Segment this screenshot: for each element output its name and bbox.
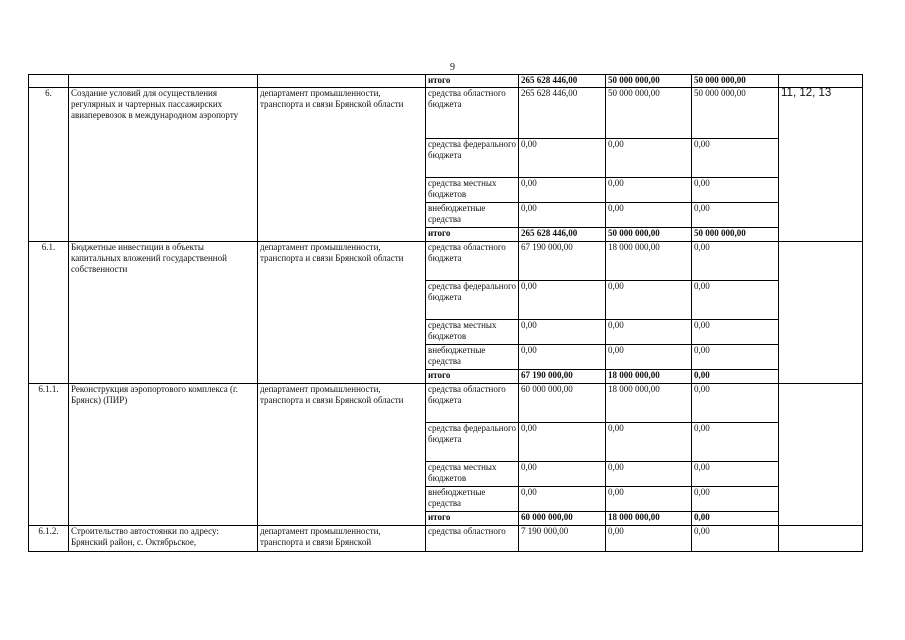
note-cell bbox=[779, 384, 863, 526]
item-title: Реконструкция аэропортового комплекса (г. Брянск) (ПИР) bbox=[69, 384, 258, 526]
item-number: 6.1.2. bbox=[29, 526, 69, 552]
amount-cell: 0,00 bbox=[606, 203, 692, 228]
item-executor: департамент промышленности, транспорта и связи Брянской области bbox=[258, 88, 426, 242]
amount-cell: 50 000 000,00 bbox=[692, 88, 779, 139]
source-label: средства федерального бюджета bbox=[426, 139, 519, 178]
source-label: средства местных бюджетов bbox=[426, 178, 519, 203]
amount-cell: 265 628 446,00 bbox=[519, 75, 606, 88]
item-number: 6.1.1. bbox=[29, 384, 69, 526]
table-row bbox=[29, 75, 863, 88]
amount-cell: 18 000 000,00 bbox=[606, 512, 692, 526]
amount-cell: 50 000 000,00 bbox=[606, 75, 692, 88]
table-row bbox=[29, 384, 863, 423]
source-label: средства областного бюджета bbox=[426, 384, 519, 423]
empty-cell bbox=[258, 75, 426, 88]
amount-cell: 50 000 000,00 bbox=[692, 75, 779, 88]
table-row bbox=[29, 242, 863, 281]
amount-cell: 0,00 bbox=[606, 423, 692, 462]
amount-cell: 50 000 000,00 bbox=[692, 228, 779, 242]
amount-cell: 0,00 bbox=[606, 178, 692, 203]
amount-cell: 0,00 bbox=[519, 139, 606, 178]
item-number: 6. bbox=[29, 88, 69, 242]
amount-cell: 0,00 bbox=[519, 203, 606, 228]
source-label: средства областного бюджета bbox=[426, 88, 519, 139]
source-label: средства местных бюджетов bbox=[426, 462, 519, 487]
amount-cell: 0,00 bbox=[519, 320, 606, 345]
item-executor: департамент промышленности, транспорта и связи Брянской области bbox=[258, 384, 426, 526]
amount-cell: 0,00 bbox=[692, 370, 779, 384]
amount-cell: 67 190 000,00 bbox=[519, 242, 606, 281]
table-row bbox=[29, 526, 863, 552]
item-executor: департамент промышленности, транспорта и связи Брянской bbox=[258, 526, 426, 552]
amount-cell: 60 000 000,00 bbox=[519, 384, 606, 423]
amount-cell: 265 628 446,00 bbox=[519, 88, 606, 139]
item-executor: департамент промышленности, транспорта и связи Брянской области bbox=[258, 242, 426, 384]
amount-cell: 0,00 bbox=[692, 242, 779, 281]
source-label: итого bbox=[426, 75, 519, 88]
amount-cell: 0,00 bbox=[692, 139, 779, 178]
amount-cell: 0,00 bbox=[692, 178, 779, 203]
amount-cell: 0,00 bbox=[692, 423, 779, 462]
empty-cell bbox=[29, 75, 69, 88]
page-number: 9 bbox=[450, 62, 455, 73]
amount-cell: 0,00 bbox=[606, 345, 692, 370]
source-label: средства федерального бюджета bbox=[426, 423, 519, 462]
amount-cell: 50 000 000,00 bbox=[606, 228, 692, 242]
source-label: средства местных бюджетов bbox=[426, 320, 519, 345]
source-label: итого bbox=[426, 370, 519, 384]
amount-cell: 0,00 bbox=[519, 462, 606, 487]
amount-cell: 18 000 000,00 bbox=[606, 384, 692, 423]
budget-table bbox=[28, 74, 863, 552]
amount-cell: 0,00 bbox=[519, 487, 606, 512]
table-row bbox=[29, 88, 863, 139]
source-label: итого bbox=[426, 228, 519, 242]
amount-cell: 265 628 446,00 bbox=[519, 228, 606, 242]
source-label: средства областного бюджета bbox=[426, 242, 519, 281]
amount-cell: 18 000 000,00 bbox=[606, 242, 692, 281]
amount-cell: 60 000 000,00 bbox=[519, 512, 606, 526]
source-label: итого bbox=[426, 512, 519, 526]
amount-cell: 7 190 000,00 bbox=[519, 526, 606, 552]
amount-cell: 0,00 bbox=[606, 462, 692, 487]
note-cell bbox=[779, 242, 863, 384]
amount-cell: 0,00 bbox=[606, 139, 692, 178]
amount-cell: 0,00 bbox=[519, 281, 606, 320]
amount-cell: 0,00 bbox=[519, 345, 606, 370]
amount-cell: 0,00 bbox=[692, 345, 779, 370]
amount-cell: 0,00 bbox=[692, 526, 779, 552]
item-title: Создание условий для осуществления регулярных и чартерных пассажирских авиаперевозок в международном аэропорту bbox=[69, 88, 258, 242]
source-label: внебюджетные средства bbox=[426, 487, 519, 512]
amount-cell: 0,00 bbox=[519, 178, 606, 203]
amount-cell: 18 000 000,00 bbox=[606, 370, 692, 384]
item-number: 6.1. bbox=[29, 242, 69, 384]
source-label: средства областного bbox=[426, 526, 519, 552]
amount-cell: 0,00 bbox=[692, 384, 779, 423]
source-label: внебюджетные средства bbox=[426, 345, 519, 370]
amount-cell: 0,00 bbox=[606, 487, 692, 512]
amount-cell: 0,00 bbox=[519, 423, 606, 462]
amount-cell: 0,00 bbox=[692, 320, 779, 345]
amount-cell: 0,00 bbox=[692, 203, 779, 228]
amount-cell: 0,00 bbox=[692, 512, 779, 526]
amount-cell: 50 000 000,00 bbox=[606, 88, 692, 139]
note-cell bbox=[779, 526, 863, 552]
amount-cell: 0,00 bbox=[606, 320, 692, 345]
empty-cell bbox=[69, 75, 258, 88]
empty-cell bbox=[779, 75, 863, 88]
item-title: Строительство автостоянки по адресу: Брянский район, с. Октябрьское, bbox=[69, 526, 258, 552]
amount-cell: 0,00 bbox=[692, 462, 779, 487]
source-label: внебюджетные средства bbox=[426, 203, 519, 228]
amount-cell: 0,00 bbox=[692, 281, 779, 320]
source-label: средства федерального бюджета bbox=[426, 281, 519, 320]
amount-cell: 0,00 bbox=[606, 526, 692, 552]
note-cell: 11, 12, 13 bbox=[779, 88, 863, 242]
amount-cell: 0,00 bbox=[692, 487, 779, 512]
amount-cell: 0,00 bbox=[606, 281, 692, 320]
item-title: Бюджетные инвестиции в объекты капитальных вложений государственной собственности bbox=[69, 242, 258, 384]
amount-cell: 67 190 000,00 bbox=[519, 370, 606, 384]
